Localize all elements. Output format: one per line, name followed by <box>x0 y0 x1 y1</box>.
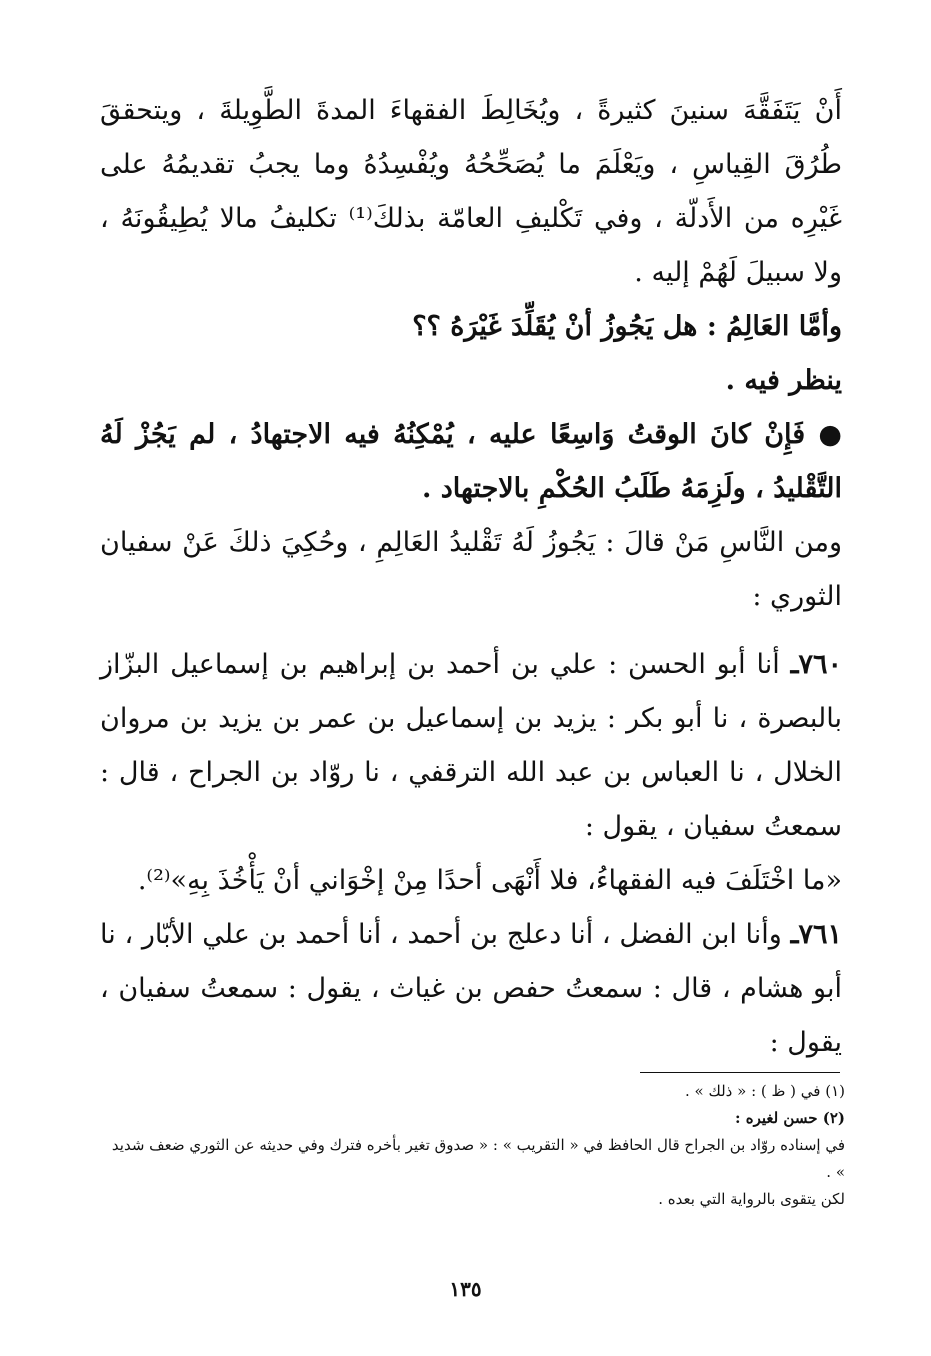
main-text <box>100 84 842 1070</box>
paragraph-opinion: ومن النَّاسِ مَنْ قالَ : يَجُوزُ لَهُ تَقْليدُ العَالِمِ ، وحُكِيَ ذلكَ عَنْ سفيان الثوري : <box>100 527 842 612</box>
question-heading: وأمَّا العَالِمُ : هل يَجُوزُ أنْ يُقَلِّدَ غَيْرَهُ ؟؟ <box>412 311 842 342</box>
footnote-2-text: في إسناده روّاد بن الجراح قال الحافظ في « التقريب » : « صدوق تغير بأخره فترك وفي حديثه عن الثوري ضعف شديد » . <box>111 1136 845 1181</box>
footnote-2-note: لكن يتقوى بالرواية التي بعده . <box>658 1190 845 1208</box>
hadith-760-number: ٧٦٠ـ <box>790 649 842 680</box>
footnotes <box>110 1078 845 1213</box>
hadith-761-number: ٧٦١ـ <box>790 919 842 950</box>
footnote-divider <box>640 1072 840 1073</box>
hadith-760-text: أنا أبو الحسن : علي بن أحمد بن إبراهيم بن إسماعيل البزّاز بالبصرة ، نا أبو بكر : يزيد بن إسماعيل بن عمر بن يزيد بن مروان الخلال ، نا العباس بن عبد الله الترقفي ، نا روّاد بن الجراح ، قال : سمعتُ سفيان ، يقول : <box>100 649 842 842</box>
hadith-761-text: وأنا ابن الفضل ، أنا دعلج بن أحمد ، أنا أحمد بن علي الأبّار ، نا أبو هشام ، قال : سمعتُ حفص بن غياث ، يقول : سمعتُ سفيان ، يقول : <box>100 919 842 1058</box>
hadith-760 <box>100 638 842 854</box>
bullet-paragraph: ● فَإِنْ كانَ الوقتُ وَاسِعًا عليه ، يُمْكِنُهُ فيه الاجتهادُ ، لم يَجُزْ لَهُ التَّقْليدُ ، ولَزِمَهُ طَلَبُ الحُكْمِ بالاجتهاد . <box>100 419 842 504</box>
hadith-761 <box>100 908 842 1070</box>
hadith-760-quote: «ما اخْتَلَفَ فيه الفقهاءُ، فلا أَنْهَى أحدًا مِنْ إخْوَاني أنْ يَأْخُذَ بِهِ»⁽²⁾. <box>137 865 842 896</box>
footnote-1: (١) في ( ظ ) : « ذلك » . <box>684 1082 845 1100</box>
page-number: ١٣٥ <box>449 1277 482 1301</box>
answer-line: ينظر فيه . <box>725 365 842 396</box>
spacer <box>100 624 842 638</box>
paragraph-intro: أَنْ يَتَفَقَّهَ سنينَ كثيرةً ، ويُخَالِطَ الفقهاءَ المدةَ الطَّوِيلةَ ، ويتحققَ طُرُقَ القِياسِ ، ويَعْلَمَ ما يُصَحِّحُهُ ويُفْسِدُهُ وما يجبُ تقديمُهُ على غَيْرِه من الأَدلّة ، وفي تَكْليفِ العامّة بذلكَ⁽¹⁾ تكليفُ مالا يُطِيقُونَهُ ، ولا سبيلَ لَهُمْ إليه . <box>100 95 842 288</box>
footnote-2-title: (٢) حسن لغيره : <box>734 1109 845 1127</box>
